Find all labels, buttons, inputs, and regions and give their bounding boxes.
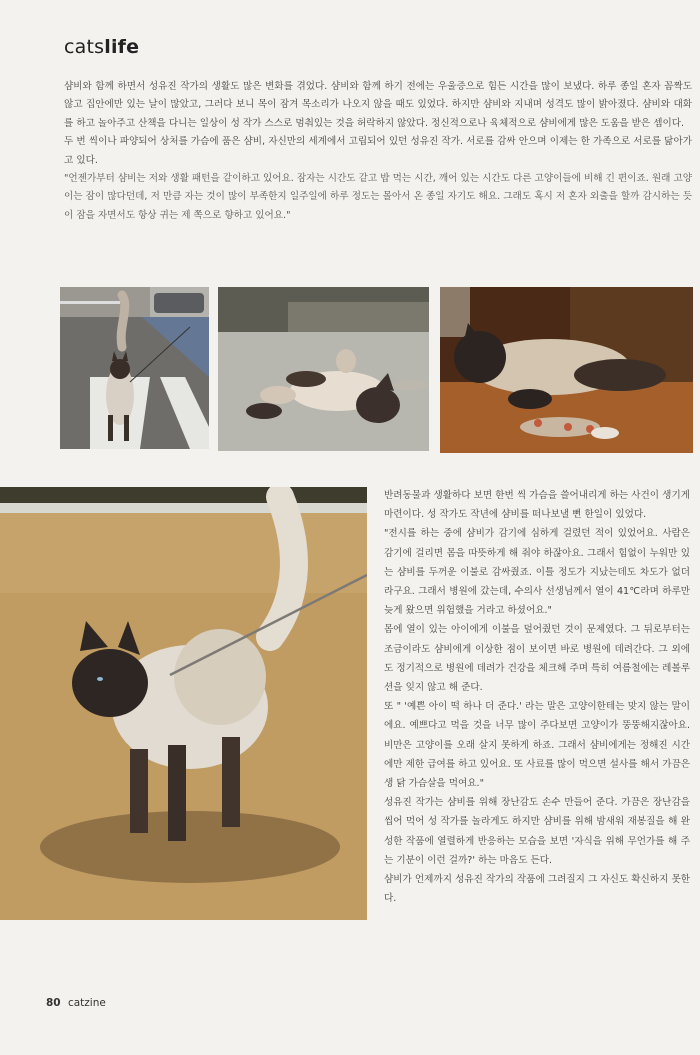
page-footer: [46, 997, 106, 1009]
page-number: 80: [46, 997, 61, 1009]
intro-paragraph: 샴비와 함께 하면서 성유진 작가의 생활도 많은 변화를 겪었다. 샴비와 함께 하기 전에는 우울증으로 힘든 시간을 많이 보냈다. 하루 종일 혼자 꼼짝도 않고 집안에만 있는 날이 많았고, 그러다 보니 목이 잠겨 목소리가 나오지 않을 때도 있었다. 하지만 샴비와 지내며 성격도 많이 밝아졌다. 샴비와 대화를 하고 놀아주고 산책을 다니는 일상이 성 작가 스스로 멈춰있는 것을 허락하지 않았다. 정신적으로나 육체적으로 샴비에게 많은 도움을 받은 셈이다.: [64, 81, 692, 129]
magazine-name: catzine: [67, 997, 106, 1009]
intro-article-text: [64, 78, 692, 225]
cat-rolling-photo: [218, 287, 429, 451]
intro-paragraph: 두 번 씩이나 파양되어 상처를 가슴에 품은 샴비, 자신만의 세계에서 고립되어 있던 성유진 작가. 서로를 감싸 안으며 이제는 한 가족으로 서로를 닮아가고 있다.: [64, 136, 692, 166]
section-logo-bold: life: [104, 36, 140, 58]
side-article-text: [384, 486, 690, 908]
side-paragraph: 몸에 열이 있는 아이에게 이불을 덮어줬던 것이 문제였다. 그 뒤로부터는 조금이라도 샴비에게 이상한 점이 보이면 바로 병원에 데려간다. 그 외에도 정기적으로 병원에 데려가 건강을 체크해 주며 특히 여름철에는 레볼루션을 잊지 않고 해 준다.: [384, 624, 690, 694]
cat-on-leash-photo: [0, 487, 367, 920]
side-quote: "전시를 하는 중에 샴비가 감기에 심하게 걸렸던 적이 있었어요. 사람은 감기에 걸리면 몸을 따뜻하게 해 줘야 하잖아요. 그래서 힘없이 누워만 있는 샴비를 두꺼운 이불로 감싸줬죠. 이틀 정도가 지났는데도 차도가 없더라구요. 그래서 병원에 갔는데, 수의사 선생님께서 열이 41℃라며 하루만 늦게 왔으면 위험했을 거라고 하셨어요.": [384, 528, 690, 617]
side-quote: 또 " '예쁜 아이 떡 하나 더 준다.' 라는 말은 고양이한테는 맞지 않는 말이에요. 예쁘다고 먹을 것을 너무 많이 주다보면 고양이가 뚱뚱해지잖아요. 비만은 고양이를 오래 살지 못하게 하죠. 그래서 샴비에게는 정해진 시간에만 제한 급여를 하고 있어요. 또 사료를 많이 먹으면 설사를 해서 가끔은 생 닭 가슴살을 먹여요.": [384, 701, 690, 790]
side-paragraph: 반려동물과 생활하다 보면 한번 씩 가슴을 쓸어내리게 하는 사건이 생기게 마련이다. 성 작가도 작년에 샴비를 떠나보낼 뻔 한일이 있었다.: [384, 490, 690, 521]
section-logo: [64, 36, 139, 58]
cat-crosswalk-photo: [60, 287, 209, 449]
intro-quote: "언젠가부터 샴비는 저와 생활 패턴을 같이하고 있어요. 잠자는 시간도 같고 밥 먹는 시간, 깨어 있는 시간도 다른 고양이들에 비해 긴 편이죠. 원래 고양이는 잠이 많다던데, 저 만큼 자는 것이 많이 부족한지 일주일에 하루 정도는 몰아서 온 종일 자기도 해요. 그래도 혹시 저 혼자 외출을 할까 감시하는 듯이 잠을 자면서도 항상 귀는 제 쪽으로 향하고 있어요.": [64, 173, 692, 221]
section-logo-light: cats: [64, 36, 105, 58]
side-paragraph: 샴비가 언제까지 성유진 작가의 작품에 그려질지 그 자신도 확신하지 못한다.: [384, 874, 690, 905]
cat-with-toy-photo: [440, 287, 693, 453]
side-paragraph: 성유진 작가는 샴비를 위해 장난감도 손수 만들어 준다. 가끔은 장난감을 씹어 먹어 성 작가를 놀라게도 하지만 샴비를 위해 밤새워 재봉질을 해 완성한 작품에 열렬하게 반응하는 모습을 보면 '자식을 위해 무언가를 해 주는 기분이 이런 걸까?' 하는 마음도 든다.: [384, 797, 690, 866]
